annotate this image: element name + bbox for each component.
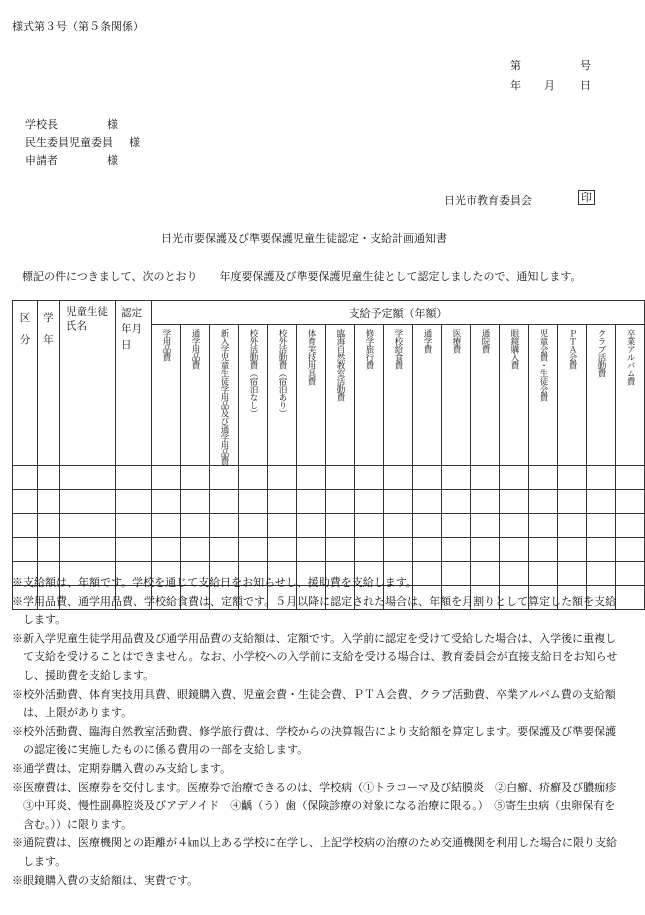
item-megane — [500, 325, 529, 466]
table-cell[interactable] — [297, 538, 326, 562]
table-cell[interactable] — [616, 586, 645, 610]
item-label: 校外活動費（宿泊なし） — [248, 329, 258, 417]
table-cell[interactable] — [558, 514, 587, 538]
table-cell[interactable] — [60, 466, 116, 490]
note-item: ※通院費は、医療機関との距離が４㎞以上ある学校に在学し、上記学校病の治療のため交通機関を利用した場合に限り支給します。 — [12, 836, 617, 868]
item-kogai-ari — [268, 325, 297, 466]
table-cell[interactable] — [13, 538, 38, 562]
table-cell[interactable] — [326, 514, 355, 538]
table-cell[interactable] — [558, 490, 587, 514]
table-cell[interactable] — [38, 538, 60, 562]
table-cell[interactable] — [239, 538, 268, 562]
item-jidokai — [529, 325, 558, 466]
table-cell[interactable] — [297, 490, 326, 514]
item-shinnyugaku — [210, 325, 239, 466]
table-cell[interactable] — [116, 538, 152, 562]
note-item: ※校外活動費、臨海自然教室活動費、修学旅行費は、学校からの決算報告により支給額を算定します。要保護及び準要保護の認定後に実施したものに係る費用の一部を支給します。 — [12, 724, 617, 757]
recipient-principal: 学校長 — [25, 118, 58, 131]
intro-text: 標記の件につきまして、次のとおり 年度要保護及び準要保護児童生徒として認定しましたので、通知します。 — [22, 270, 582, 283]
table-cell[interactable] — [152, 514, 181, 538]
table-cell[interactable] — [442, 466, 471, 490]
item-kyushoku — [384, 325, 413, 466]
table-cell[interactable] — [355, 514, 384, 538]
table-cell[interactable] — [529, 490, 558, 514]
table-cell[interactable] — [500, 490, 529, 514]
item-label: 臨海自然教室活動費 — [335, 329, 345, 401]
table-cell[interactable] — [587, 490, 616, 514]
table-cell[interactable] — [38, 514, 60, 538]
item-tsuin — [471, 325, 500, 466]
table-cell[interactable] — [326, 490, 355, 514]
header-student-name: 児童生徒氏名 — [60, 301, 116, 466]
note-item: ※校外活動費、体育実技用具費、眼鏡購入費、児童会費・生徒会費、ＰＴＡ会費、クラブ活動費、卒業アルバム費の支給額は、上限があります。 — [12, 687, 616, 720]
note-item: ※医療費は、医療券を交付します。医療券で治療できるのは、学校病（①トラコーマ及び結膜炎 ②白癬、疥癬及び膿痂疹 ③中耳炎、慢性副鼻腔炎及びアデノイド ④齲（う）歯（保険診療の対象になる治療に限る。） ⑤寄生虫病（虫卵保有を含む。））に限ります。 — [12, 780, 628, 831]
note-item: ※通学費は、定期券購入費のみ支給します。 — [12, 761, 232, 775]
item-label: 眼鏡購入費 — [509, 329, 519, 369]
item-label: 通学費 — [422, 329, 432, 353]
table-cell[interactable] — [60, 490, 116, 514]
item-label: 新入学児童生徒学用品及び通学用品費 — [219, 329, 229, 465]
note-item: ※学用品費、通学用品費、学校給食費は、定額です。５月以降に認定された場合は、年額を月割りとして算定した額を支給します。 — [12, 594, 617, 627]
header-gakunen: 学年 — [38, 301, 60, 466]
header-kubun: 区分 — [13, 301, 38, 466]
item-iryo — [442, 325, 471, 466]
header-nintei-date: 認定年月日 — [116, 301, 152, 466]
date-month: 月 — [544, 79, 555, 92]
note-item: ※眼鏡購入費の支給額は、実費です。 — [12, 873, 199, 887]
table-cell[interactable] — [297, 514, 326, 538]
table-cell[interactable] — [152, 466, 181, 490]
item-label: 卒業アルバム費 — [625, 329, 636, 385]
table-cell[interactable] — [442, 490, 471, 514]
item-rinkai — [326, 325, 355, 466]
table-cell[interactable] — [210, 538, 239, 562]
item-pta — [558, 325, 587, 466]
item-label: 校外活動費（宿泊あり） — [277, 329, 287, 417]
table-cell[interactable] — [471, 490, 500, 514]
form-number: 様式第３号（第５条関係） — [12, 20, 144, 33]
notes-section — [12, 574, 628, 890]
table-cell[interactable] — [413, 538, 442, 562]
table-cell[interactable] — [616, 562, 645, 586]
item-label: 学校給食費 — [393, 329, 403, 369]
table-cell[interactable] — [152, 490, 181, 514]
item-label: クラブ活動費 — [596, 329, 606, 377]
table-cell[interactable] — [181, 538, 210, 562]
table-cell[interactable] — [268, 538, 297, 562]
table-row — [13, 466, 645, 490]
table-cell[interactable] — [268, 466, 297, 490]
number-dai: 第 — [510, 59, 521, 72]
table-cell[interactable] — [116, 490, 152, 514]
recipient-welfare-commissioner: 民生委員児童委員 — [25, 136, 113, 149]
table-cell[interactable] — [384, 490, 413, 514]
item-label: 通院費 — [480, 329, 490, 353]
item-label: 児童会費・生徒会費 — [538, 329, 548, 401]
note-item: ※支給額は、年額です。学校を通じて支給日をお知らせし、援助費を支給します。 — [12, 576, 417, 589]
item-club — [587, 325, 616, 466]
table-cell[interactable] — [13, 466, 38, 490]
table-cell[interactable] — [326, 466, 355, 490]
recipient-welfare-suffix: 様 — [129, 136, 140, 149]
item-album — [616, 325, 645, 466]
item-kogai-nashi — [239, 325, 268, 466]
recipient-principal-suffix: 様 — [107, 118, 118, 131]
table-cell[interactable] — [239, 514, 268, 538]
table-cell[interactable] — [529, 466, 558, 490]
table-cell[interactable] — [210, 490, 239, 514]
table-cell[interactable] — [500, 538, 529, 562]
table-cell[interactable] — [587, 538, 616, 562]
table-cell[interactable] — [616, 538, 645, 562]
table-cell[interactable] — [384, 538, 413, 562]
table-row — [13, 490, 645, 514]
table-cell[interactable] — [616, 514, 645, 538]
table-cell[interactable] — [116, 466, 152, 490]
table-cell[interactable] — [355, 466, 384, 490]
table-cell[interactable] — [616, 490, 645, 514]
table-cell[interactable] — [558, 466, 587, 490]
table-cell[interactable] — [587, 514, 616, 538]
table-cell[interactable] — [268, 514, 297, 538]
note-item: ※新入学児童生徒学用品費及び通学用品費の支給額は、定額です。入学前に認定を受けて受給した場合は、入学後に重複して支給を受けることはできません。なお、小学校への入学前に支給を受ける場合は、教育委員会が直接支給日をお知らせし、援助費を支給します。 — [12, 631, 618, 682]
item-label: 体育実技用具費 — [306, 329, 316, 385]
table-cell[interactable] — [471, 514, 500, 538]
table-cell[interactable] — [529, 538, 558, 562]
table-cell[interactable] — [181, 466, 210, 490]
item-gakuyohin — [152, 325, 181, 466]
header-payment-group: 支給予定額（年額） — [152, 301, 645, 325]
table-cell[interactable] — [210, 466, 239, 490]
table-cell[interactable] — [13, 490, 38, 514]
table-cell[interactable] — [471, 466, 500, 490]
table-cell[interactable] — [181, 490, 210, 514]
table-cell[interactable] — [442, 538, 471, 562]
table-cell[interactable] — [471, 538, 500, 562]
table-cell[interactable] — [13, 514, 38, 538]
item-label: 医療費 — [451, 329, 461, 353]
table-cell[interactable] — [500, 514, 529, 538]
table-cell[interactable] — [210, 514, 239, 538]
item-tsugaku-yohin — [181, 325, 210, 466]
recipient-applicant: 申請者 — [25, 154, 58, 167]
table-cell[interactable] — [268, 490, 297, 514]
item-tsugakuhi — [413, 325, 442, 466]
table-cell[interactable] — [587, 466, 616, 490]
item-label: 修学旅行費 — [364, 329, 374, 369]
date-day: 日 — [580, 79, 591, 92]
table-cell[interactable] — [413, 490, 442, 514]
table-cell[interactable] — [297, 466, 326, 490]
item-label: 通学用品費 — [190, 329, 200, 369]
table-cell[interactable] — [181, 514, 210, 538]
item-shugaku-ryoko — [355, 325, 384, 466]
table-cell[interactable] — [239, 490, 268, 514]
table-cell[interactable] — [413, 514, 442, 538]
table-cell[interactable] — [38, 466, 60, 490]
table-cell[interactable] — [116, 514, 152, 538]
table-cell[interactable] — [384, 466, 413, 490]
table-cell[interactable] — [500, 466, 529, 490]
table-cell[interactable] — [152, 538, 181, 562]
table-cell[interactable] — [60, 538, 116, 562]
table-cell[interactable] — [616, 466, 645, 490]
number-go: 号 — [580, 59, 591, 72]
table-cell[interactable] — [326, 538, 355, 562]
recipient-applicant-suffix: 様 — [107, 154, 118, 167]
table-row — [13, 538, 645, 562]
official-seal: 印 — [578, 190, 595, 205]
date-year: 年 — [510, 79, 521, 92]
table-cell[interactable] — [355, 490, 384, 514]
table-cell[interactable] — [60, 514, 116, 538]
table-cell[interactable] — [529, 514, 558, 538]
table-cell[interactable] — [38, 490, 60, 514]
table-cell[interactable] — [239, 466, 268, 490]
table-cell[interactable] — [558, 538, 587, 562]
item-label: 学用品費 — [161, 329, 171, 361]
table-row — [13, 514, 645, 538]
table-cell[interactable] — [413, 466, 442, 490]
item-label: ＰＴＡ会費 — [567, 329, 577, 369]
issuer-name: 日光市教育委員会 — [444, 194, 532, 207]
table-cell[interactable] — [384, 514, 413, 538]
item-taiiku — [297, 325, 326, 466]
payment-plan-table — [12, 300, 645, 610]
table-cell[interactable] — [442, 514, 471, 538]
document-title: 日光市要保護及び準要保護児童生徒認定・支給計画通知書 — [161, 232, 447, 245]
table-cell[interactable] — [355, 538, 384, 562]
